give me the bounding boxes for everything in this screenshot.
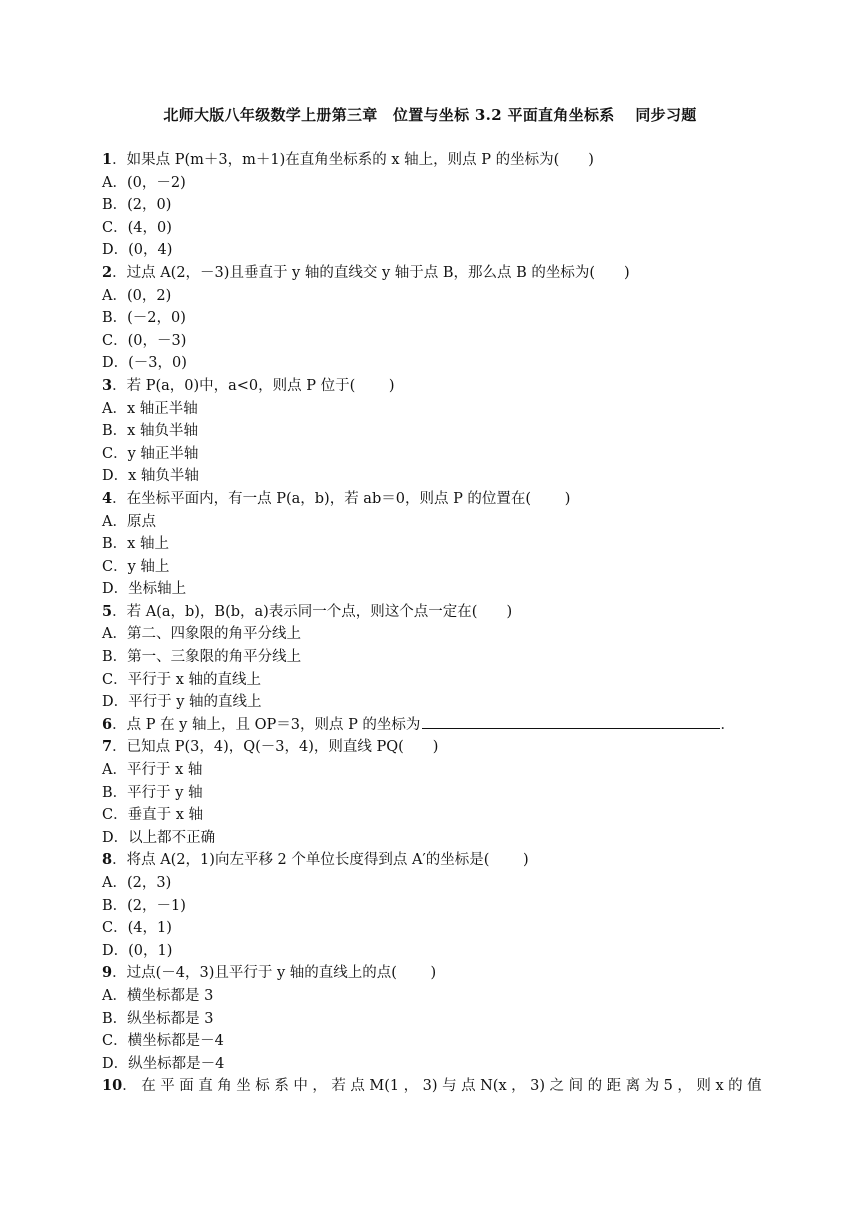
- question-text: 5: [663, 1078, 673, 1095]
- answer-option: D．x 轴负半轴: [102, 468, 199, 485]
- answer-option: C．(0，－3): [102, 332, 187, 349]
- question-text: ．过点(－4，3)且平行于 y 轴的直线上的点( ): [112, 965, 437, 982]
- answer-option: C．垂直于 x 轴: [102, 807, 203, 824]
- question-number: 1: [102, 151, 113, 168]
- question-text: M(1: [369, 1078, 400, 1095]
- question-text: ．如果点 P(m＋3，m＋1)在直角坐标系的 x 轴上，则点 P 的坐标为( ): [112, 152, 594, 168]
- answer-option: D．以上都不正确: [102, 829, 216, 846]
- question-number: 5: [102, 602, 113, 620]
- answer-option: D．纵坐标都是－4: [102, 1055, 225, 1072]
- question-stem: [102, 488, 762, 511]
- question-text: 在: [141, 1078, 156, 1095]
- question-number: 9: [102, 964, 113, 982]
- question-stem: [102, 375, 762, 398]
- answer-option: B．平行于 y 轴: [102, 784, 203, 801]
- answer-option: C．横坐标都是－4: [102, 1033, 224, 1050]
- answer-option: B．(－2，0): [102, 310, 186, 327]
- answer-option: A．原点: [102, 513, 156, 530]
- question-stem: [102, 262, 762, 285]
- answer-option: A．x 轴正半轴: [102, 400, 198, 417]
- answer-option: A．(2，3): [102, 875, 172, 891]
- answer-option: B．x 轴上: [102, 536, 169, 553]
- answer-option: A．(0，2): [102, 287, 172, 304]
- question-text: 坐: [236, 1078, 251, 1095]
- question-text: 间: [568, 1078, 584, 1095]
- answer-blank: [422, 714, 720, 729]
- question-text: ．已知点 P(3，4)，Q(－3，4)，则直线 PQ( ): [112, 739, 439, 756]
- question-text: 距: [606, 1078, 622, 1095]
- question-text: 3): [530, 1078, 546, 1095]
- answer-option: D．(－3，0): [102, 355, 187, 372]
- answer-option: B．(2，－1): [102, 897, 186, 914]
- question-text: 若: [331, 1078, 346, 1095]
- question-text: 3): [422, 1078, 438, 1095]
- question-stem-10: [102, 1075, 762, 1098]
- question-text: ．将点 A(2，1)向左平移 2 个单位长度得到点 A′的坐标是( ): [112, 852, 529, 869]
- question-text: 中: [293, 1078, 308, 1095]
- question-text: ，: [403, 1078, 419, 1095]
- question-stem: [102, 149, 762, 172]
- question-text: 为: [644, 1078, 660, 1095]
- question-text: ，: [511, 1078, 526, 1095]
- question-list: [102, 149, 762, 1098]
- answer-option: A．横坐标都是 3: [102, 987, 214, 1004]
- question-text: N(x: [480, 1078, 507, 1095]
- question-stem: [102, 714, 762, 737]
- question-text: 与: [442, 1078, 457, 1095]
- question-number: 7: [102, 738, 113, 756]
- answer-option: A．平行于 x 轴: [102, 762, 203, 779]
- question-text: 的: [728, 1078, 743, 1095]
- question-tail: ．: [720, 716, 735, 733]
- question-text: ．若 A(a，b)，B(b，a)表示同一个点，则这个点一定在( ): [112, 603, 513, 620]
- question-text: 则: [696, 1078, 711, 1095]
- answer-option: C．y 轴正半轴: [102, 445, 199, 462]
- question-text: 的: [587, 1078, 603, 1095]
- answer-option: D．(0，4): [102, 242, 173, 259]
- answer-option: B．纵坐标都是 3: [102, 1010, 214, 1027]
- question-text: ，: [312, 1078, 327, 1095]
- question-text: 值: [747, 1078, 762, 1095]
- question-text: ．若 P(a，0)中，a<0，则点 P 位于( ): [112, 377, 395, 394]
- question-text: x: [715, 1078, 724, 1095]
- answer-option: C．(4，0): [102, 219, 172, 236]
- answer-option: D．平行于 y 轴的直线上: [102, 694, 262, 711]
- question-text: ，: [677, 1078, 692, 1095]
- question-text: 之: [549, 1078, 565, 1095]
- question-number: 8: [102, 851, 113, 869]
- question-number: 3: [102, 376, 113, 394]
- question-number: 10: [102, 1077, 123, 1095]
- answer-option: B．x 轴负半轴: [102, 423, 198, 440]
- answer-option: A．第二、四象限的角平分线上: [102, 626, 301, 643]
- question-text: ．过点 A(2，－3)且垂直于 y 轴的直线交 y 轴于点 B，那么点 B 的坐标为( ): [112, 264, 630, 281]
- question-text: 点: [461, 1078, 476, 1095]
- question-stem: [102, 736, 762, 759]
- answer-option: D．坐标轴上: [102, 581, 187, 598]
- question-text: 系: [274, 1078, 289, 1095]
- question-text: 离: [625, 1078, 641, 1095]
- question-stem: [102, 849, 762, 872]
- question-lead: [102, 1075, 137, 1098]
- question-text: ．点 P 在 y 轴上，且 OP＝3，则点 P 的坐标为: [112, 716, 421, 733]
- page-title: 北师大版八年级数学上册第三章 位置与坐标 3.2 平面直角坐标系 同步习题: [163, 106, 697, 124]
- answer-option: C．平行于 x 轴的直线上: [102, 671, 261, 688]
- question-text: 直: [198, 1078, 213, 1095]
- question-text: 平: [160, 1078, 175, 1095]
- question-text: 点: [350, 1078, 365, 1095]
- question-text: ．在坐标平面内，有一点 P(a，b)，若 ab＝0，则点 P 的位置在( ): [112, 490, 571, 507]
- answer-option: C．y 轴上: [102, 558, 170, 575]
- question-number: 4: [102, 489, 113, 507]
- question-number: 6: [102, 715, 113, 733]
- answer-option: C．(4，1): [102, 920, 172, 937]
- answer-option: B．第一、三象限的角平分线上: [102, 649, 302, 666]
- question-number: 2: [102, 263, 113, 281]
- question-text: 面: [179, 1078, 194, 1095]
- question-text: 角: [217, 1078, 232, 1095]
- question-stem: [102, 962, 762, 985]
- answer-option: A．(0，－2): [102, 174, 186, 191]
- answer-option: B．(2，0): [102, 197, 172, 214]
- question-text: 标: [255, 1078, 270, 1095]
- question-stem: [102, 601, 762, 624]
- question-text: ．: [122, 1078, 137, 1095]
- answer-option: D．(0，1): [102, 942, 173, 959]
